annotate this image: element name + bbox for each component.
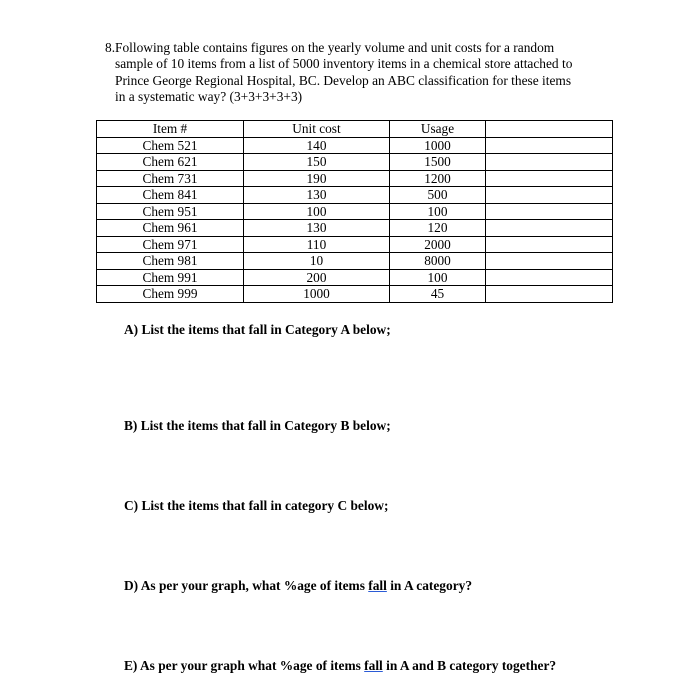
cell-blank [486,253,613,270]
table-row [97,154,613,171]
cell-blank [486,170,613,187]
cell-usage: 45 [390,286,486,303]
cell-unit-cost: 1000 [244,286,390,303]
cell-item: Chem 991 [97,269,244,286]
cell-usage: 8000 [390,253,486,270]
cell-usage: 100 [390,203,486,220]
cell-unit-cost: 140 [244,137,390,154]
cell-blank [486,187,613,204]
cell-unit-cost: 100 [244,203,390,220]
table-row [97,253,613,270]
table-row [97,236,613,253]
cell-item: Chem 521 [97,137,244,154]
cell-unit-cost: 200 [244,269,390,286]
cell-blank [486,286,613,303]
cell-blank [486,203,613,220]
inventory-table [96,120,613,303]
subquestion-e-text: E) As per your graph what %age of items [124,658,365,673]
question-line: sample of 10 items from a list of 5000 inventory items in a chemical store attached to [115,56,573,72]
question-line: Following table contains figures on the yearly volume and unit costs for a random [115,40,555,55]
spelling-flag-fall: fall [364,658,383,673]
cell-usage: 500 [390,187,486,204]
subquestion-e-text-end: in A and B category together? [382,658,557,673]
table-row [97,187,613,204]
cell-item: Chem 961 [97,220,244,237]
cell-blank [486,154,613,171]
table-row [97,137,613,154]
cell-unit-cost: 150 [244,154,390,171]
header-unit-cost: Unit cost [244,121,390,138]
cell-item: Chem 971 [97,236,244,253]
cell-usage: 1500 [390,154,486,171]
table-row [97,286,613,303]
question-text [105,40,615,106]
cell-blank [486,220,613,237]
cell-item: Chem 621 [97,154,244,171]
question-line: in a systematic way? (3+3+3+3+3) [115,89,303,105]
table-row [97,220,613,237]
cell-blank [486,137,613,154]
cell-item: Chem 731 [97,170,244,187]
cell-blank [486,269,613,286]
question-8 [105,40,615,106]
subquestion-d-text: D) As per your graph, what %age of items [124,578,369,593]
cell-item: Chem 841 [97,187,244,204]
table-row [97,269,613,286]
table-row [97,203,613,220]
table-row [97,170,613,187]
question-number: 8. [105,40,116,55]
subquestion-e [124,658,556,674]
cell-item: Chem 981 [97,253,244,270]
subquestion-d [124,578,472,594]
spelling-flag-fall: fall [368,578,387,593]
cell-usage: 100 [390,269,486,286]
subquestion-a: A) List the items that fall in Category A below; [124,322,391,337]
cell-unit-cost: 130 [244,220,390,237]
cell-unit-cost: 130 [244,187,390,204]
subquestion-c: C) List the items that fall in category C below; [124,498,389,513]
cell-blank [486,236,613,253]
cell-unit-cost: 10 [244,253,390,270]
header-item: Item # [97,121,244,138]
question-line: Prince George Regional Hospital, BC. Develop an ABC classification for these items [115,72,572,88]
cell-usage: 120 [390,220,486,237]
subquestion-d-text-end: in A category? [386,578,473,593]
cell-usage: 1200 [390,170,486,187]
cell-usage: 2000 [390,236,486,253]
header-blank [486,121,613,138]
cell-unit-cost: 110 [244,236,390,253]
cell-item: Chem 999 [97,286,244,303]
cell-unit-cost: 190 [244,170,390,187]
cell-usage: 1000 [390,137,486,154]
table-header-row [97,121,613,138]
subquestion-b: B) List the items that fall in Category B below; [124,418,391,433]
cell-item: Chem 951 [97,203,244,220]
header-usage: Usage [390,121,486,138]
